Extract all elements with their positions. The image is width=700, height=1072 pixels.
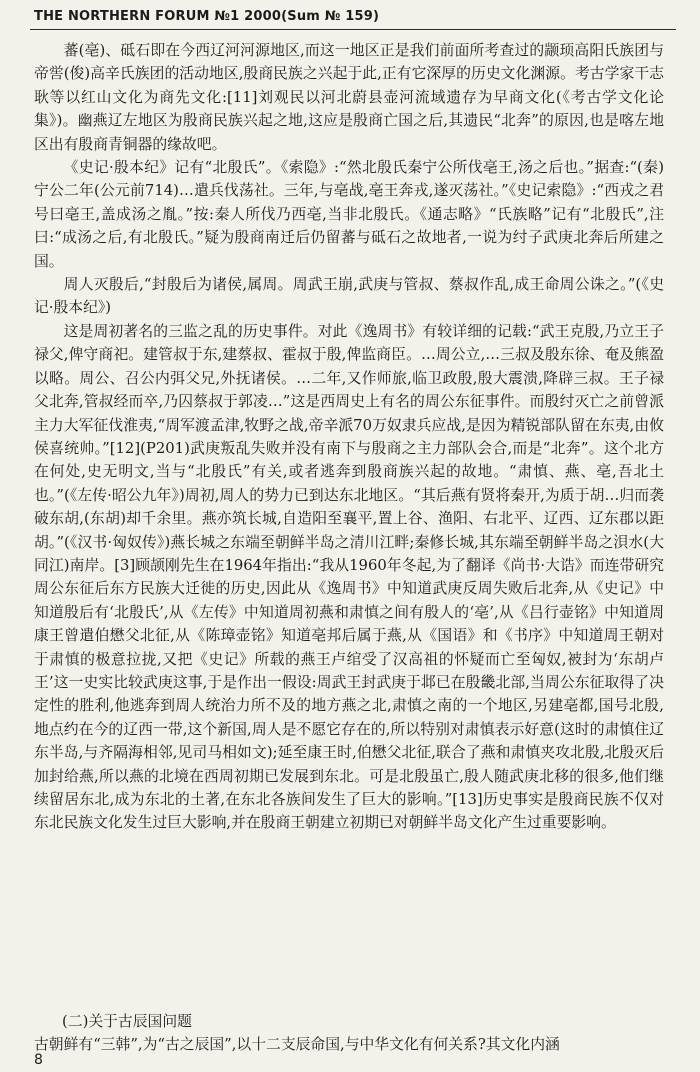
paragraph: 周人灭殷后,“封殷后为诸侯,属周。周武王崩,武庚与管叔、蔡叔作乱,成王命周公诛之。”(《史记·殷本纪》)	[34, 276, 664, 317]
page-header	[0, 0, 700, 34]
paragraph: 《史记·殷本纪》记有“北殷氏”。《索隐》:“然北殷氏秦宁公所伐亳王,汤之后也。”据查:“(秦)宁公二年(公元前714)…遣兵伐荡社。三年,与亳战,亳王奔戎,遂灭荡社。”《史记索隐》:“西戎之君号曰亳王,盖成汤之胤。”按:秦人所伐乃西亳,当非北殷氏。《通志略》“氏族略”记有“北殷氏”,注曰:“成汤之后,有北殷氏。”疑为殷商南迁后仍留蕃与砥石之故地者,一说为纣子武庚北奔后所建之国。	[34, 159, 664, 270]
page-number: 8	[34, 1052, 43, 1068]
section-heading: (二)关于古辰国问题	[62, 1013, 192, 1030]
article-body	[34, 39, 664, 835]
header-divider	[30, 29, 676, 30]
journal-header: THE NORTHERN FORUM №1 2000(Sum № 159)	[34, 9, 380, 24]
paragraph: 这是周初著名的三监之乱的历史事件。对此《逸周书》有较详细的记载:“武王克殷,乃立王子禄父,俾守商祀。建管叔于东,建蔡叔、霍叔于殷,俾监商臣。…周公立,…三叔及殷东徐、奄及熊盈以略。周公、召公内弭父兄,外抚诸侯。…二年,又作师旅,临卫政殷,殷大震溃,降辟三叔。王子禄父北奔,管叔经而卒,乃囚蔡叔于郭凌…”这是西周史上有名的周公东征事件。而殷纣灭亡之前曾派主力大军征伐淮夷,“周军渡孟津,牧野之战,帝辛派70万奴隶兵应战,是因为精锐部队留在东夷,由攸侯喜统帅。”[12](P201)武庚叛乱失败并没有南下与殷商之主力部队会合,而是“北奔”。这个北方在何处,史无明文,当与“北殷氏”有关,或者逃奔到殷商族兴起的故地。“肃慎、燕、亳,吾北土也。”(《左传·昭公九年》)周初,周人的势力已到达东北地区。“其后燕有贤将秦开,为质于胡…归而袭破东胡,(东胡)却千余里。燕亦筑长城,自造阳至襄平,置上谷、渔阳、右北平、辽西、辽东郡以距胡。”(《汉书·匈奴传》)燕长城之东端至朝鲜半岛之清川江畔;秦修长城,其东端至朝鲜半岛之浿水(大同江)南岸。[3]顾颉刚先生在1964年指出:“我从1960年冬起,为了翻译《尚书·大诰》而连带研究周公东征后东方民族大迁徙的历史,因此从《逸周书》中知道武庚反周失败后北奔,从《史记》中知道殷后有‘北殷氏’,从《左传》中知道周初燕和肃慎之间有殷人的‘亳’,从《吕行壶铭》中知道周康王曾遣伯懋父北征,从《陈璋壶铭》知道亳邦后属于燕,从《国语》和《书序》中知道周王朝对于肃慎的极意拉拢,又把《史记》所载的燕王卢绾受了汉高祖的怀疑而亡至匈奴,被封为‘东胡卢王’这一史实比较武庚这事,于是作出一假设:周武王封武庚于邶已在殷畿北部,当周公东征取得了决定性的胜利,他逃奔到周人统治力所不及的地方燕之北,肃慎之南的一个地区,另建亳都,国号北殷,地点约在今的辽西一带,这个新国,周人是不愿它存在的,所以特别对肃慎表示好意(这时的肃慎住辽东半岛,与齐隔海相邻,见司马相如文);延至康王时,伯懋父北征,联合了燕和肃慎夹攻北殷,北殷灭后加封给燕,所以燕的北境在西周初期已发展到东北。可是北殷虽亡,殷人随武庚北移的很多,他们继续留居东北,成为东北的土著,在东北各族间发生了巨大的影响。”[13]历史事实是殷商民族不仅对东北民族文化发生过巨大影响,并在殷商王朝建立初期已对朝鲜半岛文化产生过重要影响。	[34, 322, 664, 832]
paragraph: 蕃(亳)、砥石即在今西辽河河源地区,而这一地区正是我们前面所考查过的颛顼高阳氏族团与帝喾(俊)高辛氏族团的活动地区,殷商民族之兴起于此,正有它深厚的历史文化渊源。考古学家干志耿等以红山文化为商先文化:[11]刘观民以河北蔚县壶河流域遗存为早商文化(《考古学文化论集》)。幽燕辽左地区为殷商民族兴起之地,这应是殷商亡国之后,其遗民“北奔”的原因,也是喀左地区出有殷商青铜器的缘故吧。	[34, 42, 664, 153]
paragraph: 古朝鲜有“三韩”,为“古之辰国”,以十二支辰命国,与中华文化有何关系?其文化内涵	[34, 1036, 560, 1053]
